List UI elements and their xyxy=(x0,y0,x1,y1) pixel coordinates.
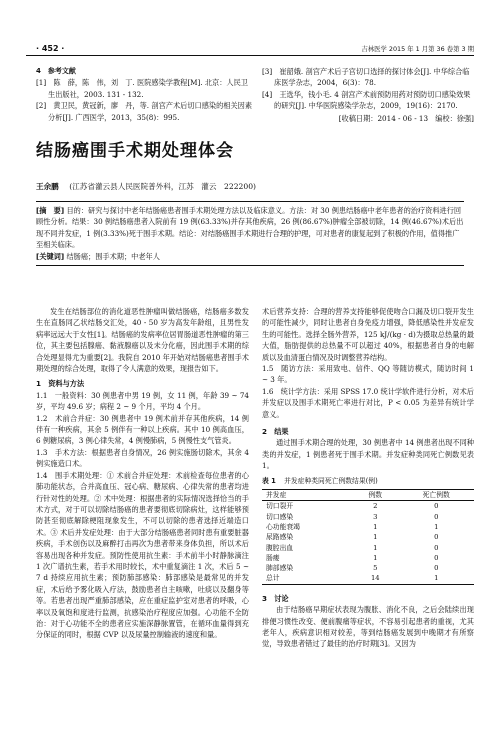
table-row xyxy=(262,543,474,553)
paragraph: 1.2 术前合并症：30 例患者中 19 例术前并存其他疾病，14 例伴有一种疾病，其余 5 例伴有一种以上疾病。其中 10 例高血压，6 例糖尿病，3 例心律失常，4 例慢肺病，5 例慢性支气管炎。 xyxy=(36,413,249,446)
paragraph: 1.6 统计学方法：采用 SPSS 17.0 统计学软件进行分析，对术后并发症以及围手术期死亡率进行对比，P < 0.05 为差异有统计学意义。 xyxy=(262,386,474,419)
references-left xyxy=(36,66,252,123)
table-cell: 2 xyxy=(373,502,378,511)
table-header-row xyxy=(262,490,474,501)
table-cell: 肠瘘 xyxy=(266,553,280,562)
table-cell: 肺部感染 xyxy=(266,564,294,573)
table-cell: 心功能衰竭 xyxy=(266,522,300,531)
table-header: 并发症 xyxy=(262,490,352,501)
article-title: 结肠癌围手术期处理体会 xyxy=(36,141,234,161)
page-header xyxy=(26,0,474,56)
reference-item: [1] 陈 薛，陈 伟，刘 丁. 医院感染学教程[M]. 北京：人民卫生出版社，2003. 131 - 132. xyxy=(36,78,248,99)
table-cell: 腹腔出血 xyxy=(266,543,294,552)
left-body-column xyxy=(36,306,249,641)
abstract-label: [摘 要] xyxy=(36,206,65,215)
abstract-text: 目的：研究与探讨中老年结肠癌患者围手术期处理方法以及临床意义。方法：对 30 例患结肠癌中老年患者的治疗资料进行回顾性分析。结果：30 例结肠癌患者入院前有 19 例(63.33%)并存其他疾病，26 例(86.67%)肿瘤全部被切除，14 例(46.67%)术后出现不同并发症，1 例(3.33%)死于围手术期。结论：对结肠癌围手术期进行合理的护理，可对患者的康复起到了积极的作用，值得推广至相关临床。 xyxy=(36,206,464,250)
keywords-text: 结肠癌；围手术期；中老年人 xyxy=(66,251,160,261)
table-cell: 1 xyxy=(434,522,439,531)
table-row xyxy=(262,563,474,573)
table-body xyxy=(262,501,474,584)
received-date: [收稿日期：2014 - 06 - 13 编校：徐强] xyxy=(338,113,474,123)
table-cell: 1 xyxy=(373,522,378,531)
table-cell: 0 xyxy=(434,533,439,542)
table-row xyxy=(262,573,474,584)
table-cell: 5 xyxy=(373,564,378,573)
paragraph: 1.4 围手术期处理：① 术前合并症处理：术前检查每位患者的心肺功能状态，合并高血压、冠心病、糖尿病、心律失常的患者均进行针对性的处理。② 术中处理：根据患者的实际情况选择恰当的手术方式，对于可以切除结肠癌的患者要彻底切除病灶，这样能够预防甚至彻底解除梗阻现象发生，不可以切除的患者选择近端造口术。③ 术后并发症处理：由于大部分结肠癌患者同时患有重要脏器疾病，手术创伤以及麻醉打击再次为患者带来身体负担，所以术后容易出现各种并发症。预防性使用抗生素：手术前半小时静脉滴注 1 次广谱抗生素，若手术用时较长，术中重复滴注 1 次，术后 5 ~ 7 d 持续应用抗生素；预防肺部感染：肺部感染是最常见的并发症，术后给予雾化吸入疗法，鼓励患者自主咳嗽，吐痰以及翻身等等。若患者出现严重肺部感染，应在重症监护室对患者的呼吸，心率以及氧饱和度进行监测，抗感染治疗程度应加强。心功能不全防治：对于心功能不全的患者应实施深静脉置管，在循环血量得到充分保证的同时，根据 CVP 以及尿量控制输液的速度和量。 xyxy=(36,470,249,640)
table-cell: 尿路感染 xyxy=(266,533,294,542)
journal-title: 吉林医学 2015 年 1 月第 36 卷第 3 期 xyxy=(361,45,474,53)
table-header: 死亡例数 xyxy=(398,490,474,501)
paragraph: 术后营养支持：合理的营养支持能够促使吻合口漏及切口裂开发生的可能性减少，同时让患者自身免疫力增强，降低感染性并发症发生的可能性。选择全肠外营养，125 kJ/(kg · d)为摄取总热量的最大值，脂肪提供的总热量不可以超过 40%，根据患者自身的电解质以及血清蛋白情况及时调整营养结构。 xyxy=(262,307,474,362)
table-cell: 切口感染 xyxy=(266,512,294,521)
paragraph: 由于结肠癌早期症状表现为腹胀、消化不良，之后会陆续出现排便习惯性改变、便前腹痛等症状，不容易引起患者的重视，尤其老年人，疾病意识相对较差，等到结肠癌发展到中晚期才有所察觉，导致患者错过了最佳的治疗时期[3]。又因为 xyxy=(262,605,474,649)
table-cell: 0 xyxy=(434,553,439,562)
section-heading: 1 资料与方法 xyxy=(36,379,85,389)
table-cell: 0 xyxy=(434,512,439,521)
table-cell: 总计 xyxy=(262,573,352,584)
table-row xyxy=(262,512,474,522)
table-row xyxy=(262,532,474,542)
header-rule xyxy=(26,55,474,56)
table-header: 例数 xyxy=(352,490,398,501)
table-cell: 14 xyxy=(352,573,398,584)
table-cell: 3 xyxy=(373,512,378,521)
references-right xyxy=(262,66,474,124)
reference-item: [4] 王选华，钱小毛. 4 剖宫产术前预防用药对预防切口感染效果的研究[J]. 中华医院感染学杂志，2009，19(16)：2170. xyxy=(262,89,471,111)
table-cell: 0 xyxy=(434,543,439,552)
reference-item: [2] 黄卫民，黄冠新，廖 丹，等. 剖宫产术后切口感染的相关因素分析[J]. 广西医学，2013，35(8)：995. xyxy=(36,101,253,122)
abstract-box xyxy=(36,201,464,266)
table-title: 并发症种类同死亡例数结果(例) xyxy=(284,476,378,485)
right-body-column xyxy=(262,306,474,650)
table-row xyxy=(262,553,474,563)
paragraph: 1.5 随访方法：采用致电、信件、QQ 等随访模式，随访时间 1 ~ 3 年。 xyxy=(262,364,474,385)
author-name: 王余鹏 xyxy=(36,182,59,191)
affiliation: (江苏省灌云县人民医院普外科，江苏 灌云 222200) xyxy=(69,182,256,191)
paragraph: 1.1 一般资料：30 例患者中男 19 例，女 11 例，年龄 39 ~ 74 岁，平均 49.6 岁；病程 2 ~ 9 个月，平均 4 个月。 xyxy=(36,390,249,412)
abstract xyxy=(36,205,464,251)
table-cell: 切口裂开 xyxy=(266,502,294,511)
keywords xyxy=(36,251,464,262)
references-heading: 4 参考文献 xyxy=(36,67,76,75)
intro-paragraph: 发生在结肠部位的消化道恶性肿瘤叫做结肠癌，结肠癌多数发生在直肠同乙状结肠交汇处，40 - 50 岁为高发年龄组，且男性发病率远远大于女性[1]。结肠癌的发病率位居胃肠道恶性肿瘤的第三位，其主要包括腺癌、黏液腺癌以及未分化癌，因此围手术期的综合处理显得尤为重要[2]。我院自 2010 年开始对结肠癌患者围手术期处理的综合处理，取得了令人满意的效果，现报告如下。 xyxy=(36,307,249,374)
table-cell: 1 xyxy=(398,573,474,584)
paragraph: 1.3 手术方法：根据患者自身情况，26 例实施肠切除术，其余 4 例实施造口术。 xyxy=(36,447,249,469)
complication-table xyxy=(262,489,474,585)
table-caption xyxy=(262,476,474,487)
page-number: · 452 · xyxy=(36,44,65,53)
paragraph: 通过围手术期合理的处理，30 例患者中 14 例患者出现不同种类的并发症，1 例患者死于围手术期。并发症种类同死亡例数见表 1。 xyxy=(262,438,474,471)
table-row xyxy=(262,501,474,512)
table-cell: 0 xyxy=(434,502,439,511)
table-row xyxy=(262,522,474,532)
keywords-label: [关键词] xyxy=(36,251,65,261)
section-heading: 3 讨论 xyxy=(262,593,289,603)
reference-item: [3] 崔韶娥. 剖宫产术后子宫切口选择的探讨体会[J]. 中华综合临床医学杂志，2004，6(3)：78. xyxy=(262,67,470,88)
section-heading: 2 结果 xyxy=(262,427,289,437)
author-line xyxy=(36,181,256,192)
table-cell: 1 xyxy=(373,553,378,562)
table-cell: 0 xyxy=(434,564,439,573)
table-cell: 1 xyxy=(373,533,378,542)
table-cell: 1 xyxy=(373,543,378,552)
table-number: 表 1 xyxy=(262,476,276,485)
